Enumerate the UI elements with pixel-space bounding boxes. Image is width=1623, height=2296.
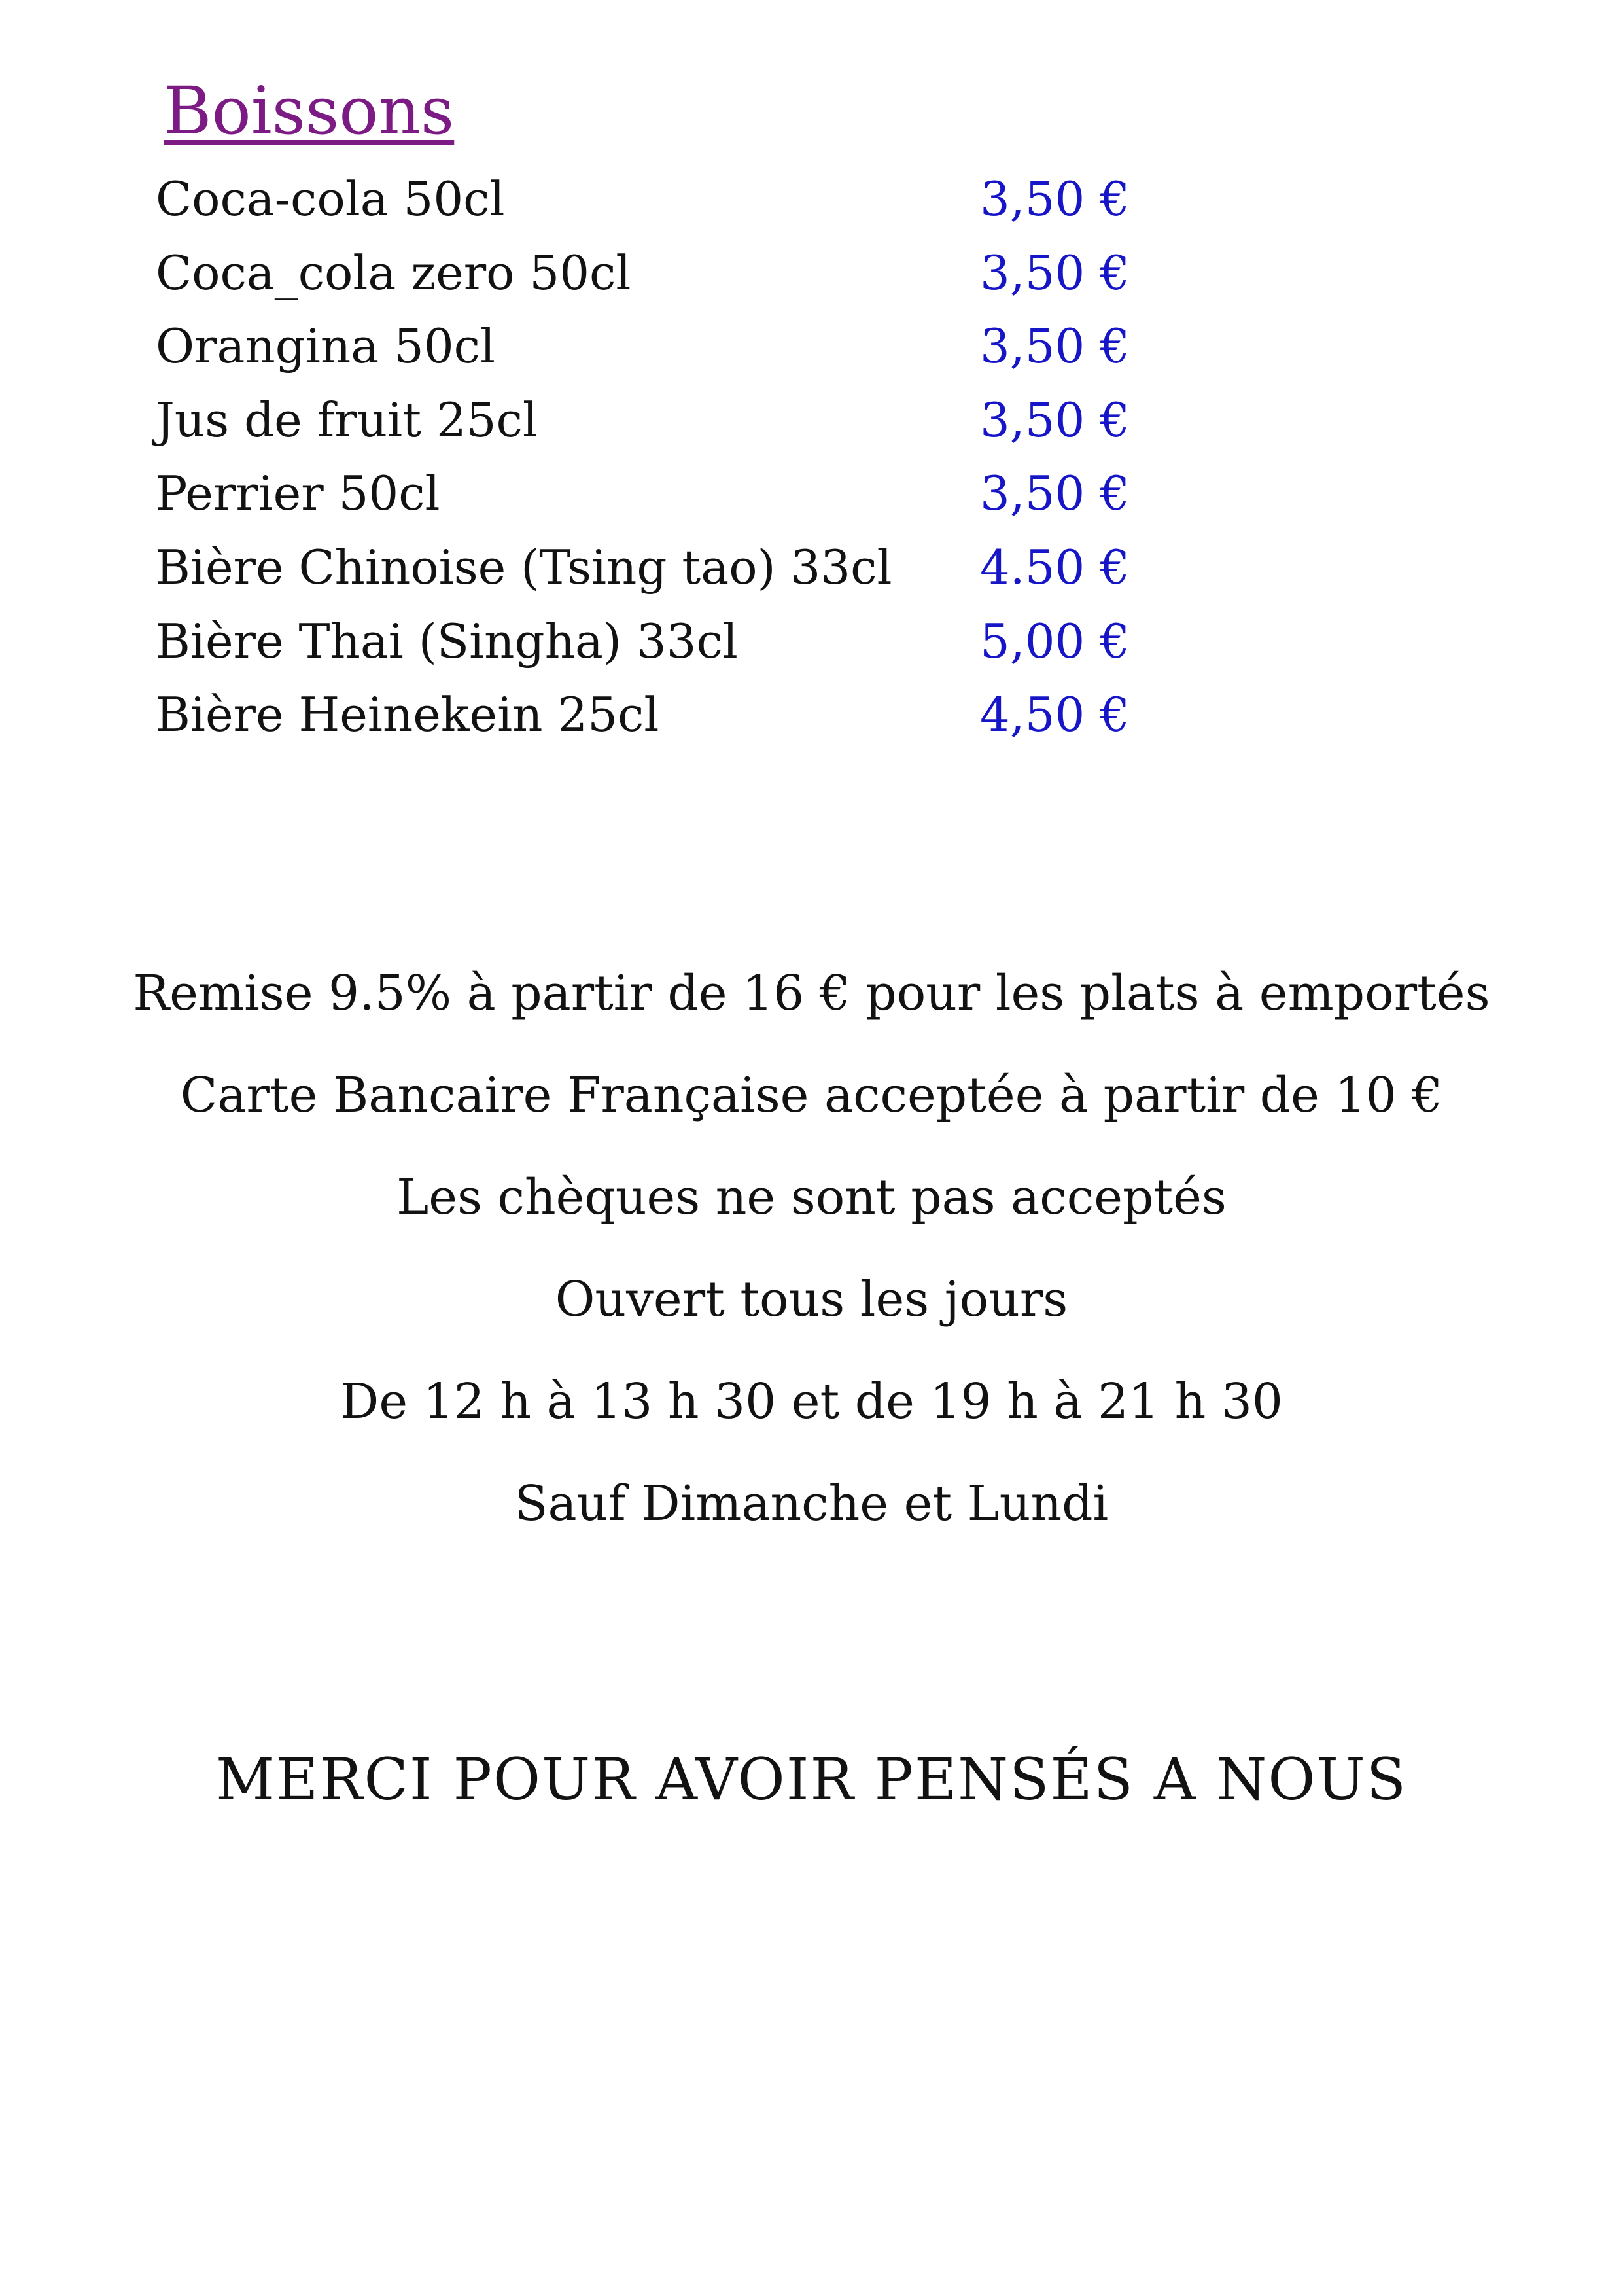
section-title: Boissons [164, 73, 455, 149]
drink-item [156, 457, 1157, 531]
drink-item [156, 236, 1157, 310]
drink-price: 3,50 € [980, 319, 1130, 374]
drink-item [156, 309, 1157, 383]
info-block [0, 942, 1623, 1555]
drink-item [156, 605, 1157, 679]
drink-price: 4.50 € [980, 539, 1130, 595]
drink-name: Jus de fruit 25cl [156, 392, 538, 448]
discount-note: Remise 9.5% à partir de 16 € pour les plats à emportés [133, 965, 1490, 1021]
drink-item [156, 531, 1157, 605]
drink-item [156, 383, 1157, 457]
drink-name: Orangina 50cl [156, 319, 496, 374]
drink-item [156, 162, 1157, 236]
drink-name: Bière Chinoise (Tsing tao) 33cl [156, 539, 892, 595]
drink-price: 3,50 € [980, 392, 1130, 448]
drink-item [156, 678, 1157, 752]
drink-name: Perrier 50cl [156, 466, 440, 521]
drink-name: Coca_cola zero 50cl [156, 245, 631, 300]
drink-price: 3,50 € [980, 171, 1130, 226]
drink-name: Coca-cola 50cl [156, 171, 505, 226]
card-payment-note: Carte Bancaire Française acceptée à partir de 10 € [180, 1067, 1443, 1123]
drink-price: 3,50 € [980, 245, 1130, 300]
thank-you-message: MERCI POUR AVOIR PENSÉS A NOUS [215, 1746, 1408, 1813]
opening-days: Ouvert tous les jours [555, 1271, 1068, 1328]
drink-name: Bière Thai (Singha) 33cl [156, 613, 738, 669]
drink-price: 5,00 € [980, 613, 1130, 669]
closed-days: Sauf Dimanche et Lundi [514, 1475, 1109, 1532]
drink-name: Bière Heinekein 25cl [156, 687, 659, 743]
drink-price: 4,50 € [980, 687, 1130, 743]
drinks-list [156, 162, 1157, 752]
drink-price: 3,50 € [980, 466, 1130, 521]
cheque-note: Les chèques ne sont pas acceptés [396, 1169, 1227, 1226]
opening-hours: De 12 h à 13 h 30 et de 19 h à 21 h 30 [340, 1373, 1283, 1430]
